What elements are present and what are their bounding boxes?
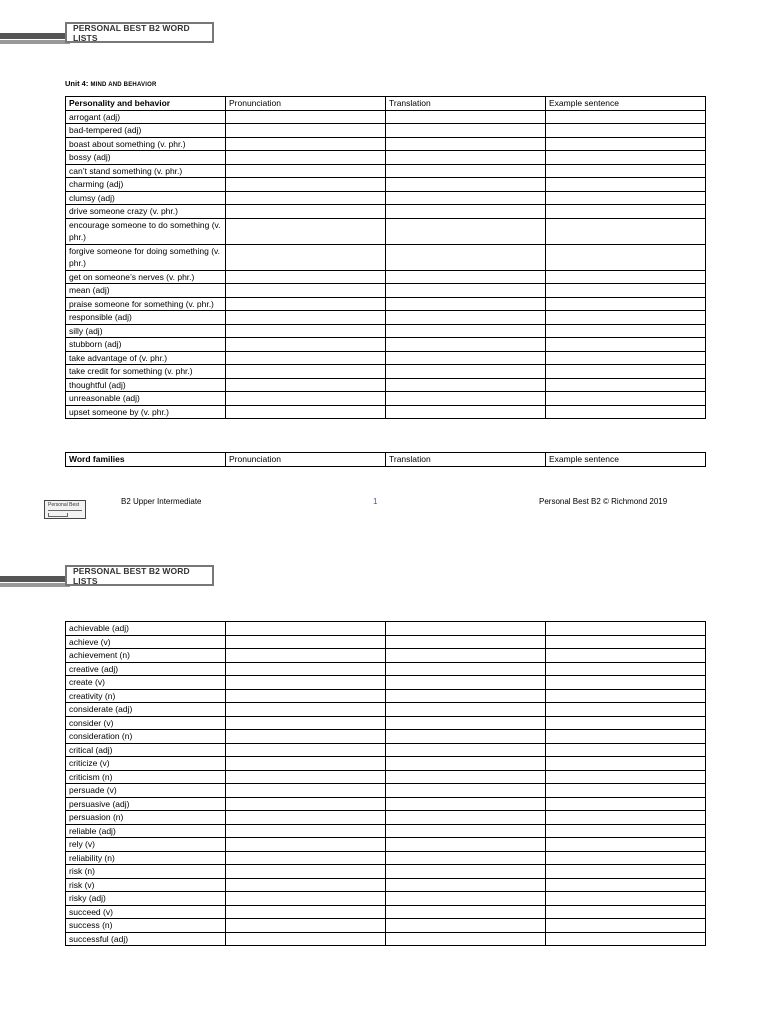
translation-cell[interactable] xyxy=(386,178,546,192)
vocab-term: mean (adj) xyxy=(66,284,226,298)
example-sentence-cell[interactable] xyxy=(546,635,706,649)
translation-cell[interactable] xyxy=(386,770,546,784)
example-sentence-cell[interactable] xyxy=(546,378,706,392)
pronunciation-cell[interactable] xyxy=(226,622,386,636)
translation-cell[interactable] xyxy=(386,324,546,338)
pronunciation-cell[interactable] xyxy=(226,676,386,690)
pronunciation-cell[interactable] xyxy=(226,405,386,419)
vocab-term: considerate (adj) xyxy=(66,703,226,717)
translation-cell[interactable] xyxy=(386,797,546,811)
vocab-term: risky (adj) xyxy=(66,892,226,906)
table-row xyxy=(66,878,706,892)
table-row xyxy=(66,124,706,138)
column-header: Translation xyxy=(386,97,546,111)
vocab-table-word-families xyxy=(65,621,706,946)
header-bar-light xyxy=(0,583,70,587)
translation-cell[interactable] xyxy=(386,676,546,690)
table-row xyxy=(66,378,706,392)
table-row xyxy=(66,757,706,771)
table-row xyxy=(66,919,706,933)
unit-label: Unit 4: xyxy=(65,79,89,88)
pronunciation-cell[interactable] xyxy=(226,662,386,676)
vocab-term: arrogant (adj) xyxy=(66,110,226,124)
vocab-term: charming (adj) xyxy=(66,178,226,192)
table-row xyxy=(66,270,706,284)
example-sentence-cell[interactable] xyxy=(546,784,706,798)
example-sentence-cell[interactable] xyxy=(546,878,706,892)
table-row xyxy=(66,635,706,649)
table-row xyxy=(66,730,706,744)
vocab-term: criticize (v) xyxy=(66,757,226,771)
example-sentence-cell[interactable] xyxy=(546,365,706,379)
example-sentence-cell[interactable] xyxy=(546,811,706,825)
example-sentence-cell[interactable] xyxy=(546,405,706,419)
example-sentence-cell[interactable] xyxy=(546,757,706,771)
translation-cell[interactable] xyxy=(386,865,546,879)
vocab-term: success (n) xyxy=(66,919,226,933)
vocab-term: creativity (n) xyxy=(66,689,226,703)
translation-cell[interactable] xyxy=(386,244,546,270)
example-sentence-cell[interactable] xyxy=(546,797,706,811)
table-row xyxy=(66,811,706,825)
vocab-term: take advantage of (v. phr.) xyxy=(66,351,226,365)
table-row xyxy=(66,622,706,636)
pronunciation-cell[interactable] xyxy=(226,838,386,852)
translation-cell[interactable] xyxy=(386,137,546,151)
example-sentence-cell[interactable] xyxy=(546,838,706,852)
translation-cell[interactable] xyxy=(386,878,546,892)
vocab-table-personality xyxy=(65,96,706,419)
pronunciation-cell[interactable] xyxy=(226,392,386,406)
pronunciation-cell[interactable] xyxy=(226,919,386,933)
example-sentence-cell[interactable] xyxy=(546,205,706,219)
pronunciation-cell[interactable] xyxy=(226,297,386,311)
pronunciation-cell[interactable] xyxy=(226,878,386,892)
table-row xyxy=(66,716,706,730)
vocab-term: bossy (adj) xyxy=(66,151,226,165)
translation-cell[interactable] xyxy=(386,838,546,852)
translation-cell[interactable] xyxy=(386,905,546,919)
example-sentence-cell[interactable] xyxy=(546,716,706,730)
table-row xyxy=(66,151,706,165)
table-row xyxy=(66,743,706,757)
translation-cell[interactable] xyxy=(386,919,546,933)
example-sentence-cell[interactable] xyxy=(546,743,706,757)
pronunciation-cell[interactable] xyxy=(226,824,386,838)
translation-cell[interactable] xyxy=(386,365,546,379)
table-row xyxy=(66,311,706,325)
vocab-term: persuade (v) xyxy=(66,784,226,798)
vocab-term: bad-tempered (adj) xyxy=(66,124,226,138)
translation-cell[interactable] xyxy=(386,124,546,138)
translation-cell[interactable] xyxy=(386,730,546,744)
example-sentence-cell[interactable] xyxy=(546,689,706,703)
table-row xyxy=(66,191,706,205)
pronunciation-cell[interactable] xyxy=(226,932,386,946)
pronunciation-cell[interactable] xyxy=(226,716,386,730)
table-row xyxy=(66,205,706,219)
pronunciation-cell[interactable] xyxy=(226,137,386,151)
pronunciation-cell[interactable] xyxy=(226,365,386,379)
table-row xyxy=(66,338,706,352)
vocab-term: reliable (adj) xyxy=(66,824,226,838)
pronunciation-cell[interactable] xyxy=(226,811,386,825)
translation-cell[interactable] xyxy=(386,205,546,219)
example-sentence-cell[interactable] xyxy=(546,178,706,192)
translation-cell[interactable] xyxy=(386,716,546,730)
translation-cell[interactable] xyxy=(386,622,546,636)
translation-cell[interactable] xyxy=(386,892,546,906)
column-header: Example sentence xyxy=(546,453,706,467)
table-row xyxy=(66,164,706,178)
vocab-term: consideration (n) xyxy=(66,730,226,744)
translation-cell[interactable] xyxy=(386,338,546,352)
translation-cell[interactable] xyxy=(386,635,546,649)
example-sentence-cell[interactable] xyxy=(546,905,706,919)
table-header-row xyxy=(66,453,706,467)
vocab-term: achievement (n) xyxy=(66,649,226,663)
example-sentence-cell[interactable] xyxy=(546,892,706,906)
translation-cell[interactable] xyxy=(386,689,546,703)
example-sentence-cell[interactable] xyxy=(546,824,706,838)
translation-cell[interactable] xyxy=(386,164,546,178)
vocab-term: upset someone by (v. phr.) xyxy=(66,405,226,419)
header-bar-dark xyxy=(0,576,70,582)
translation-cell[interactable] xyxy=(386,351,546,365)
footer-level: B2 Upper Intermediate xyxy=(121,497,202,506)
vocab-term: boast about something (v. phr.) xyxy=(66,137,226,151)
table-row xyxy=(66,244,706,270)
example-sentence-cell[interactable] xyxy=(546,770,706,784)
header-bar-dark xyxy=(0,33,70,39)
example-sentence-cell[interactable] xyxy=(546,662,706,676)
pronunciation-cell[interactable] xyxy=(226,378,386,392)
table-row xyxy=(66,770,706,784)
column-header: Pronunciation xyxy=(226,97,386,111)
translation-cell[interactable] xyxy=(386,311,546,325)
pronunciation-cell[interactable] xyxy=(226,351,386,365)
vocab-term: risk (v) xyxy=(66,878,226,892)
table-row xyxy=(66,324,706,338)
translation-cell[interactable] xyxy=(386,405,546,419)
translation-cell[interactable] xyxy=(386,392,546,406)
vocab-term: thoughtful (adj) xyxy=(66,378,226,392)
header-title: PERSONAL BEST B2 WORD LISTS xyxy=(65,22,214,43)
example-sentence-cell[interactable] xyxy=(546,919,706,933)
translation-cell[interactable] xyxy=(386,743,546,757)
translation-cell[interactable] xyxy=(386,270,546,284)
pronunciation-cell[interactable] xyxy=(226,164,386,178)
vocab-term: critical (adj) xyxy=(66,743,226,757)
translation-cell[interactable] xyxy=(386,378,546,392)
translation-cell[interactable] xyxy=(386,218,546,244)
vocab-term: clumsy (adj) xyxy=(66,191,226,205)
table-row xyxy=(66,892,706,906)
vocab-term: reliability (n) xyxy=(66,851,226,865)
vocab-term: praise someone for something (v. phr.) xyxy=(66,297,226,311)
example-sentence-cell[interactable] xyxy=(546,218,706,244)
example-sentence-cell[interactable] xyxy=(546,851,706,865)
table-row xyxy=(66,110,706,124)
example-sentence-cell[interactable] xyxy=(546,284,706,298)
vocab-term: successful (adj) xyxy=(66,932,226,946)
translation-cell[interactable] xyxy=(386,932,546,946)
table-row xyxy=(66,662,706,676)
vocab-term: achievable (adj) xyxy=(66,622,226,636)
column-header: Personality and behavior xyxy=(66,97,226,111)
vocab-term: drive someone crazy (v. phr.) xyxy=(66,205,226,219)
table-row xyxy=(66,392,706,406)
translation-cell[interactable] xyxy=(386,811,546,825)
pronunciation-cell[interactable] xyxy=(226,851,386,865)
example-sentence-cell[interactable] xyxy=(546,338,706,352)
table-row xyxy=(66,405,706,419)
table-row xyxy=(66,824,706,838)
vocab-term: rely (v) xyxy=(66,838,226,852)
example-sentence-cell[interactable] xyxy=(546,110,706,124)
pronunciation-cell[interactable] xyxy=(226,270,386,284)
translation-cell[interactable] xyxy=(386,703,546,717)
pronunciation-cell[interactable] xyxy=(226,338,386,352)
pronunciation-cell[interactable] xyxy=(226,311,386,325)
pronunciation-cell[interactable] xyxy=(226,649,386,663)
pronunciation-cell[interactable] xyxy=(226,865,386,879)
table-row xyxy=(66,351,706,365)
pronunciation-cell[interactable] xyxy=(226,218,386,244)
table-row xyxy=(66,676,706,690)
pronunciation-cell[interactable] xyxy=(226,743,386,757)
pronunciation-cell[interactable] xyxy=(226,784,386,798)
vocab-term: succeed (v) xyxy=(66,905,226,919)
example-sentence-cell[interactable] xyxy=(546,297,706,311)
pronunciation-cell[interactable] xyxy=(226,892,386,906)
table-row xyxy=(66,689,706,703)
column-header: Pronunciation xyxy=(226,453,386,467)
table-row xyxy=(66,218,706,244)
example-sentence-cell[interactable] xyxy=(546,324,706,338)
example-sentence-cell[interactable] xyxy=(546,311,706,325)
publisher-logo: Personal Best xyxy=(44,500,86,519)
table-row xyxy=(66,137,706,151)
example-sentence-cell[interactable] xyxy=(546,270,706,284)
vocab-term: encourage someone to do something (v. phr.) xyxy=(66,218,226,244)
translation-cell[interactable] xyxy=(386,662,546,676)
example-sentence-cell[interactable] xyxy=(546,137,706,151)
vocab-term: persuasive (adj) xyxy=(66,797,226,811)
example-sentence-cell[interactable] xyxy=(546,676,706,690)
header-title: PERSONAL BEST B2 WORD LISTS xyxy=(65,565,214,586)
translation-cell[interactable] xyxy=(386,649,546,663)
pronunciation-cell[interactable] xyxy=(226,191,386,205)
translation-cell[interactable] xyxy=(386,284,546,298)
pronunciation-cell[interactable] xyxy=(226,205,386,219)
vocab-term: get on someone’s nerves (v. phr.) xyxy=(66,270,226,284)
table-row xyxy=(66,905,706,919)
vocab-term: silly (adj) xyxy=(66,324,226,338)
example-sentence-cell[interactable] xyxy=(546,151,706,165)
vocab-term: responsible (adj) xyxy=(66,311,226,325)
header-bar-light xyxy=(0,40,70,44)
vocab-term: risk (n) xyxy=(66,865,226,879)
table-row xyxy=(66,932,706,946)
table-row xyxy=(66,851,706,865)
table-row xyxy=(66,649,706,663)
pronunciation-cell[interactable] xyxy=(226,284,386,298)
pronunciation-cell[interactable] xyxy=(226,797,386,811)
example-sentence-cell[interactable] xyxy=(546,191,706,205)
translation-cell[interactable] xyxy=(386,297,546,311)
translation-cell[interactable] xyxy=(386,757,546,771)
table-row xyxy=(66,838,706,852)
table-row xyxy=(66,178,706,192)
pronunciation-cell[interactable] xyxy=(226,635,386,649)
example-sentence-cell[interactable] xyxy=(546,124,706,138)
vocab-term: stubborn (adj) xyxy=(66,338,226,352)
translation-cell[interactable] xyxy=(386,110,546,124)
vocab-term: creative (adj) xyxy=(66,662,226,676)
example-sentence-cell[interactable] xyxy=(546,164,706,178)
translation-cell[interactable] xyxy=(386,784,546,798)
translation-cell[interactable] xyxy=(386,151,546,165)
unit-name: MIND AND BEHAVIOR xyxy=(90,82,157,88)
column-header: Translation xyxy=(386,453,546,467)
example-sentence-cell[interactable] xyxy=(546,703,706,717)
table-row xyxy=(66,797,706,811)
pronunciation-cell[interactable] xyxy=(226,905,386,919)
pronunciation-cell[interactable] xyxy=(226,689,386,703)
table-row xyxy=(66,703,706,717)
translation-cell[interactable] xyxy=(386,191,546,205)
pronunciation-cell[interactable] xyxy=(226,730,386,744)
example-sentence-cell[interactable] xyxy=(546,392,706,406)
table-row xyxy=(66,297,706,311)
table-row xyxy=(66,865,706,879)
translation-cell[interactable] xyxy=(386,851,546,865)
pronunciation-cell[interactable] xyxy=(226,703,386,717)
vocab-term: can’t stand something (v. phr.) xyxy=(66,164,226,178)
pronunciation-cell[interactable] xyxy=(226,151,386,165)
example-sentence-cell[interactable] xyxy=(546,649,706,663)
vocab-term: criticism (n) xyxy=(66,770,226,784)
example-sentence-cell[interactable] xyxy=(546,351,706,365)
pronunciation-cell[interactable] xyxy=(226,324,386,338)
vocab-table-word-families-header xyxy=(65,452,706,467)
pronunciation-cell[interactable] xyxy=(226,244,386,270)
vocab-term: forgive someone for doing something (v. phr.) xyxy=(66,244,226,270)
vocab-term: create (v) xyxy=(66,676,226,690)
pronunciation-cell[interactable] xyxy=(226,757,386,771)
table-header-row xyxy=(66,97,706,111)
translation-cell[interactable] xyxy=(386,824,546,838)
footer-page-number: 1 xyxy=(373,497,378,506)
pronunciation-cell[interactable] xyxy=(226,770,386,784)
column-header: Word families xyxy=(66,453,226,467)
vocab-term: achieve (v) xyxy=(66,635,226,649)
vocab-term: take credit for something (v. phr.) xyxy=(66,365,226,379)
unit-title xyxy=(65,79,157,88)
table-row xyxy=(66,284,706,298)
pronunciation-cell[interactable] xyxy=(226,124,386,138)
example-sentence-cell[interactable] xyxy=(546,730,706,744)
vocab-term: unreasonable (adj) xyxy=(66,392,226,406)
table-row xyxy=(66,365,706,379)
pronunciation-cell[interactable] xyxy=(226,178,386,192)
example-sentence-cell[interactable] xyxy=(546,865,706,879)
pronunciation-cell[interactable] xyxy=(226,110,386,124)
vocab-term: persuasion (n) xyxy=(66,811,226,825)
vocab-term: consider (v) xyxy=(66,716,226,730)
example-sentence-cell[interactable] xyxy=(546,244,706,270)
table-row xyxy=(66,784,706,798)
example-sentence-cell[interactable] xyxy=(546,622,706,636)
column-header: Example sentence xyxy=(546,97,706,111)
footer-copyright: Personal Best B2 © Richmond 2019 xyxy=(539,497,668,506)
example-sentence-cell[interactable] xyxy=(546,932,706,946)
